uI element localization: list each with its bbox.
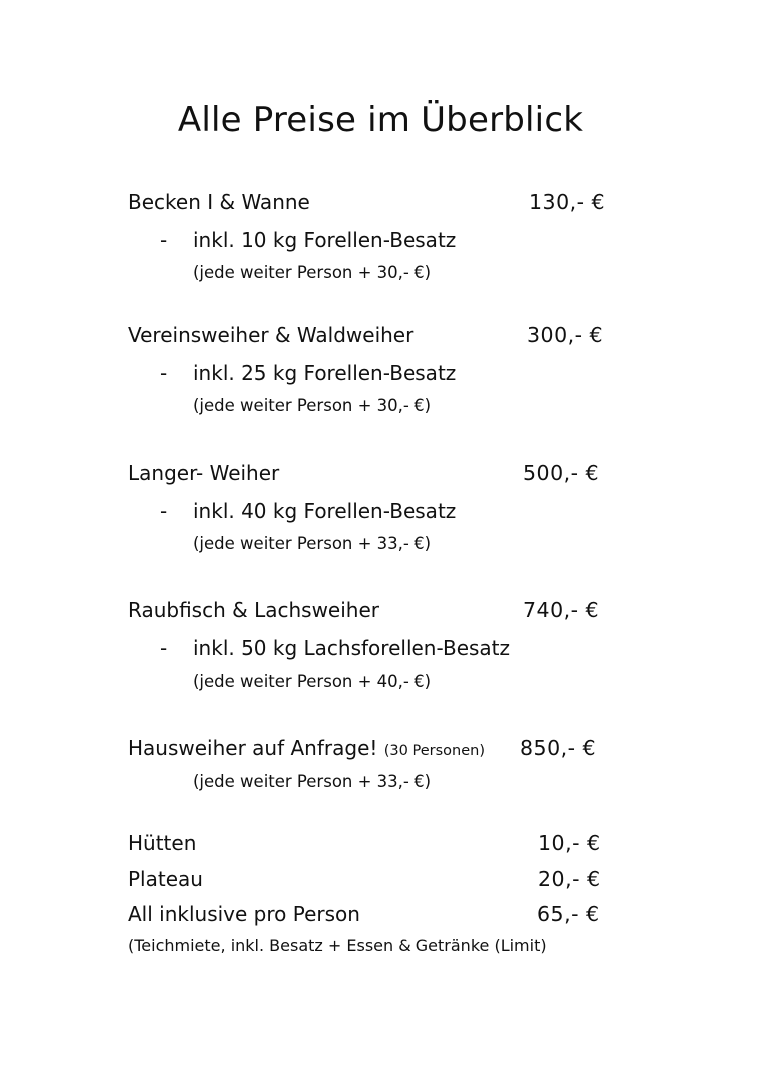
extra-item-name: All inklusive pro Person <box>128 902 360 926</box>
section-detail: inkl. 40 kg Forellen-Besatz <box>193 499 457 523</box>
section-name: Vereinsweiher & Waldweiher <box>128 323 414 347</box>
dash-bullet: - <box>160 636 168 660</box>
section-name: Raubfisch & Lachsweiher <box>128 598 379 622</box>
footnote: (Teichmiete, inkl. Besatz + Essen & Getränke (Limit) <box>128 936 547 955</box>
dash-bullet: - <box>160 228 168 252</box>
extra-item-price: 65,- € <box>537 902 600 926</box>
page-title: Alle Preise im Überblick <box>177 100 584 140</box>
section-price: 500,- € <box>523 461 600 485</box>
section-price: 300,- € <box>527 323 604 347</box>
section-detail: inkl. 25 kg Forellen-Besatz <box>193 361 457 385</box>
section-extra: (jede weiter Person + 33,- €) <box>193 772 432 791</box>
extra-item-price: 20,- € <box>538 867 601 891</box>
dash-bullet: - <box>160 361 168 385</box>
section-extra: (jede weiter Person + 40,- €) <box>193 672 432 691</box>
section-name-note: (30 Personen) <box>383 743 485 759</box>
extra-item-name: Plateau <box>128 867 203 891</box>
section-detail: inkl. 10 kg Forellen-Besatz <box>193 228 457 252</box>
section-price: 740,- € <box>523 598 600 622</box>
section-name: Becken I & Wanne <box>128 190 310 214</box>
section-price: 130,- € <box>529 190 606 214</box>
extra-item-price: 10,- € <box>538 831 601 855</box>
section-name-wrap <box>128 736 485 760</box>
section-extra: (jede weiter Person + 30,- €) <box>193 263 432 282</box>
section-price: 850,- € <box>520 736 597 760</box>
section-extra: (jede weiter Person + 33,- €) <box>193 534 432 553</box>
section-extra: (jede weiter Person + 30,- €) <box>193 396 432 415</box>
section-name: Langer- Weiher <box>128 461 280 485</box>
section-name: Hausweiher auf Anfrage! <box>128 736 378 760</box>
dash-bullet: - <box>160 499 168 523</box>
extra-item-name: Hütten <box>128 831 197 855</box>
section-detail: inkl. 50 kg Lachsforellen-Besatz <box>193 636 511 660</box>
